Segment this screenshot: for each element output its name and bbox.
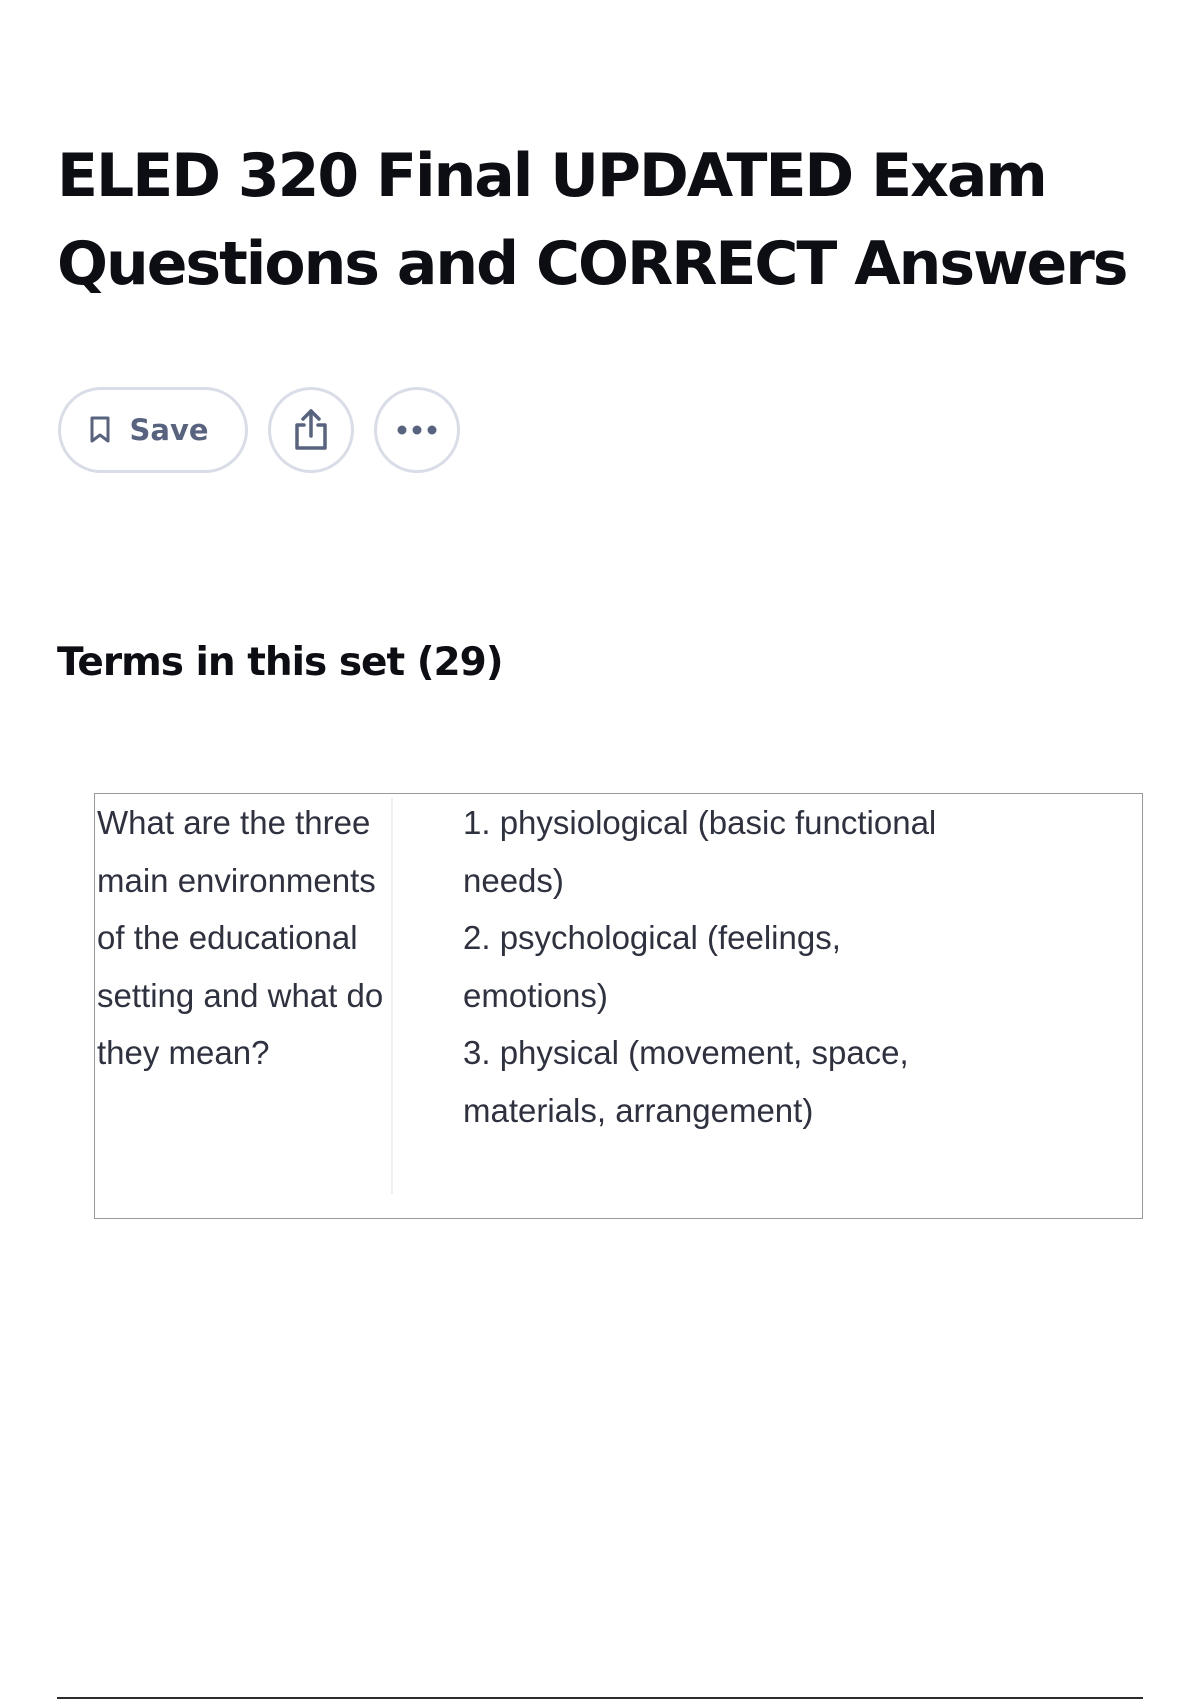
terms-heading: Terms in this set (29) bbox=[57, 640, 503, 685]
more-options-icon bbox=[397, 425, 437, 435]
definition-text bbox=[463, 794, 1123, 1139]
term-card[interactable] bbox=[94, 793, 1143, 1219]
share-icon bbox=[292, 408, 330, 452]
card-divider bbox=[391, 798, 393, 1194]
action-bar bbox=[58, 387, 460, 473]
page-title: ELED 320 Final UPDATED Exam Questions and CORRECT Answers bbox=[57, 141, 1127, 299]
bottom-divider bbox=[57, 1697, 1143, 1699]
bookmark-icon bbox=[89, 416, 111, 444]
term-text: What are the three main environments of the educational setting and what do they mean? bbox=[97, 804, 384, 1071]
save-button[interactable] bbox=[58, 387, 248, 473]
share-button[interactable] bbox=[268, 387, 354, 473]
definition-line: 3. physical (movement, space, materials, arrangement) bbox=[463, 1034, 909, 1129]
definition-line: 2. psychological (feelings, emotions) bbox=[463, 919, 841, 1014]
save-button-label: Save bbox=[129, 413, 209, 447]
more-options-button[interactable] bbox=[374, 387, 460, 473]
definition-line: 1. physiological (basic functional needs) bbox=[463, 804, 937, 899]
